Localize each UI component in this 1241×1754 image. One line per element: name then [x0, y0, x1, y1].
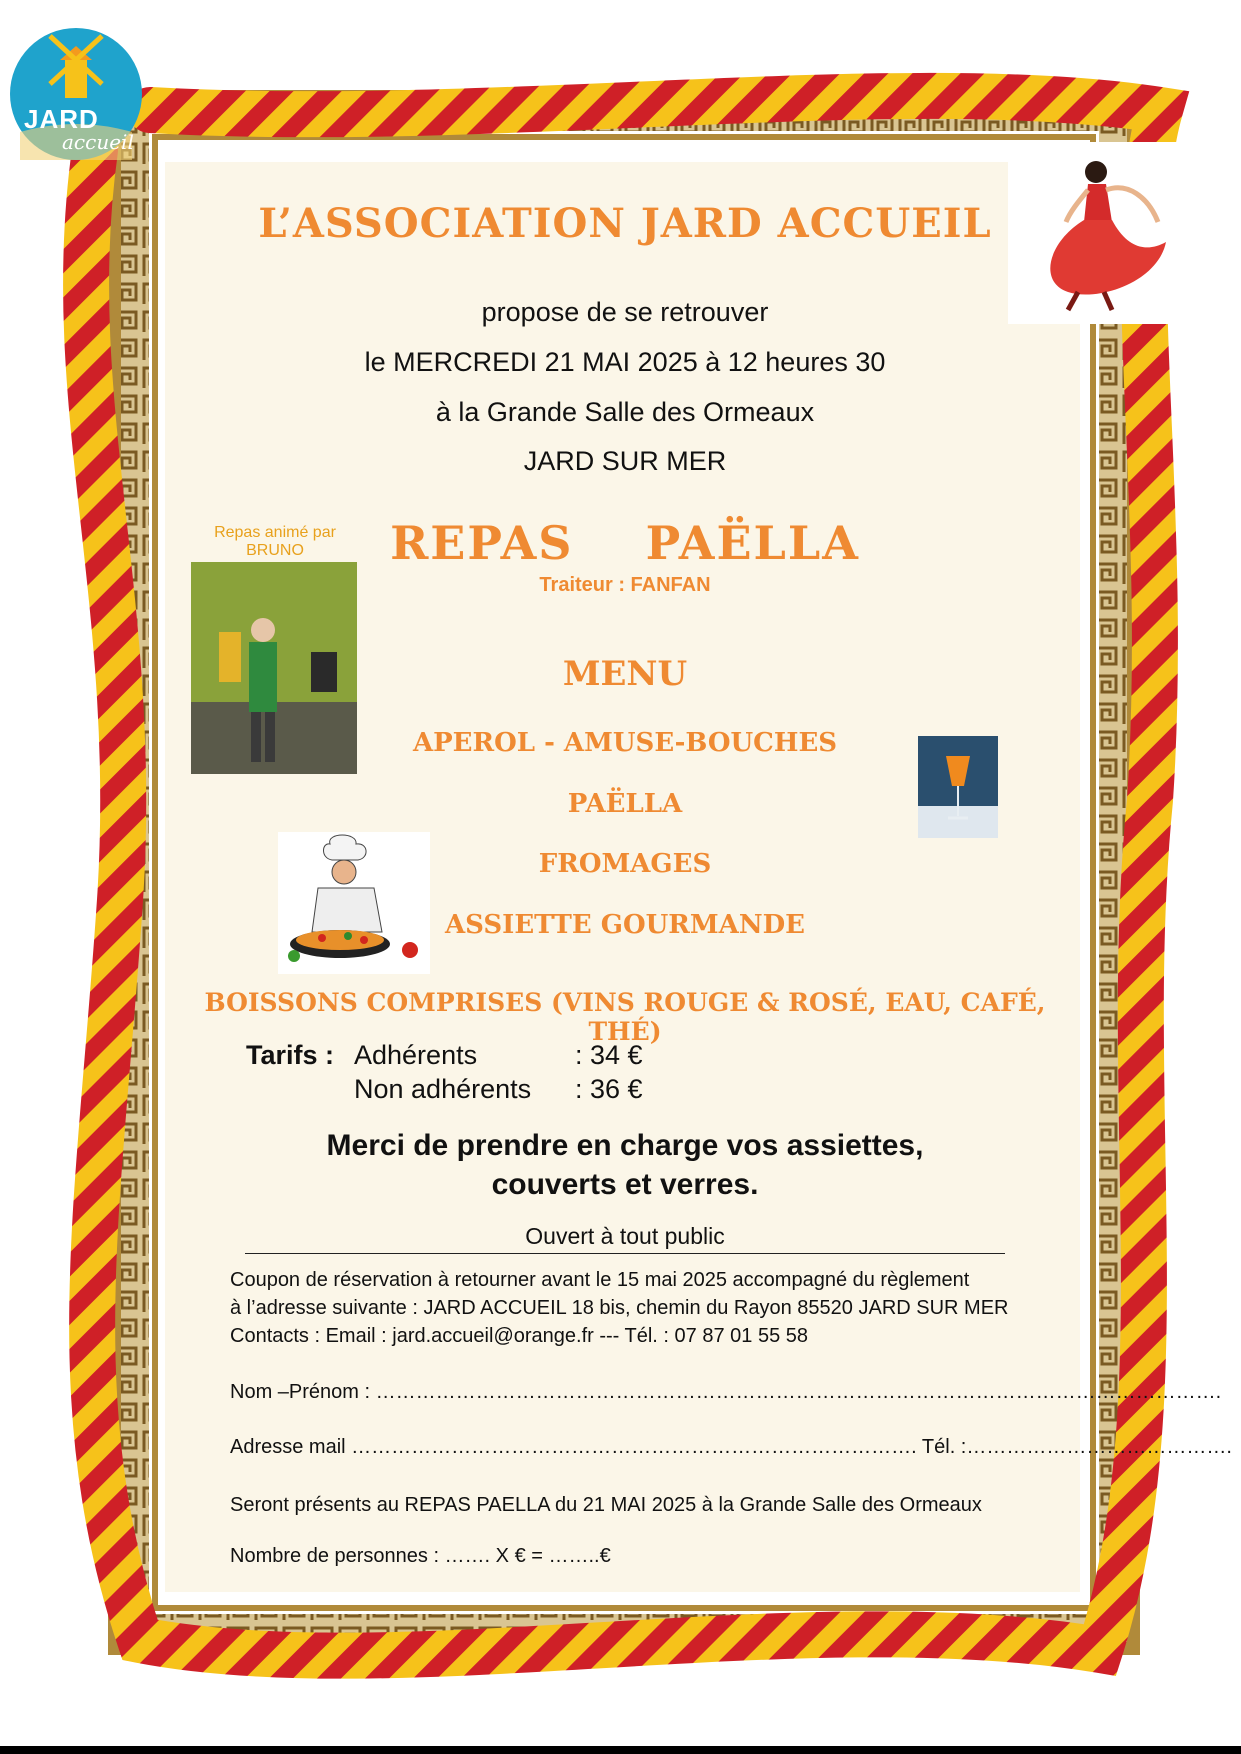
menu-item: PAËLLA: [567, 789, 683, 819]
tarif-member-price: : 34 €: [575, 1040, 643, 1070]
menu-item: ASSIETTE GOURMANDE: [445, 910, 805, 940]
menu-item: FROMAGES: [538, 849, 712, 879]
coupon-contacts-line: Contacts : Email : jard.accueil@orange.fr --- Tél. : 07 87 01 55 58: [230, 1325, 808, 1347]
music-caption: Repas animé par BRUNO: [214, 524, 336, 559]
drinks-included: BOISSONS COMPRISES (VINS ROUGE & ROSÉ, EAU, CAFÉ, THÉ): [204, 988, 1046, 1046]
event-venue-line: à la Grande Salle des Ormeaux: [435, 397, 815, 427]
logo-word-jard: JARD: [24, 104, 99, 134]
coupon-divider: [245, 1253, 1005, 1254]
event-date-line: le MERCREDI 21 MAI 2025 à 12 heures 30: [364, 347, 886, 377]
tarif-member-name: Adhérents: [354, 1040, 478, 1070]
band-photo: [191, 562, 357, 774]
logo-word-accueil: accueil: [62, 130, 134, 154]
intro-line-1: propose de se retrouver: [481, 297, 769, 327]
caterer-line: Traiteur : FANFAN: [539, 574, 711, 596]
page-bottom-bar: [0, 1746, 1241, 1754]
coupon-address-line: à l’adresse suivante : JARD ACCUEIL 18 bis, chemin du Rayon 85520 JARD SUR MER: [230, 1297, 1009, 1319]
event-town-line: JARD SUR MER: [523, 446, 727, 476]
name-field[interactable]: Nom –Prénom : ……………………………………………………………………………………………………………….: [230, 1381, 1222, 1403]
tarif-nonmember-name: Non adhérents: [354, 1074, 532, 1104]
number-of-persons-field[interactable]: Nombre de personnes : ……. X € = ……..€: [230, 1545, 611, 1567]
association-title: L’ASSOCIATION JARD ACCUEIL: [258, 200, 992, 247]
notice-line-1: Merci de prendre en charge vos assiettes,: [326, 1129, 924, 1162]
tarif-nonmember-price: : 36 €: [575, 1074, 643, 1104]
attendance-line: Seront présents au REPAS PAELLA du 21 MAI 2025 à la Grande Salle des Ormeaux: [230, 1494, 982, 1516]
tarifs-label: Tarifs :: [246, 1040, 335, 1070]
email-phone-field[interactable]: Adresse mail …………………………………………………………………………. Tél. :………………………………….: [230, 1436, 1232, 1458]
menu-item: APEROL - AMUSE-BOUCHES: [412, 728, 838, 758]
notice-line-2: couverts et verres.: [491, 1168, 759, 1201]
open-to-public: Ouvert à tout public: [525, 1223, 725, 1249]
menu-heading: MENU: [562, 654, 688, 694]
chef-cooking-paella-image: [278, 832, 430, 974]
event-title: REPAS PAËLLA: [390, 516, 860, 570]
coupon-instructions-line-1: Coupon de réservation à retourner avant le 15 mai 2025 accompagné du règlement: [230, 1269, 970, 1291]
jard-accueil-logo: [10, 18, 142, 160]
aperol-spritz-image: [918, 736, 998, 838]
bring-tableware-notice: [200, 1126, 1050, 1204]
